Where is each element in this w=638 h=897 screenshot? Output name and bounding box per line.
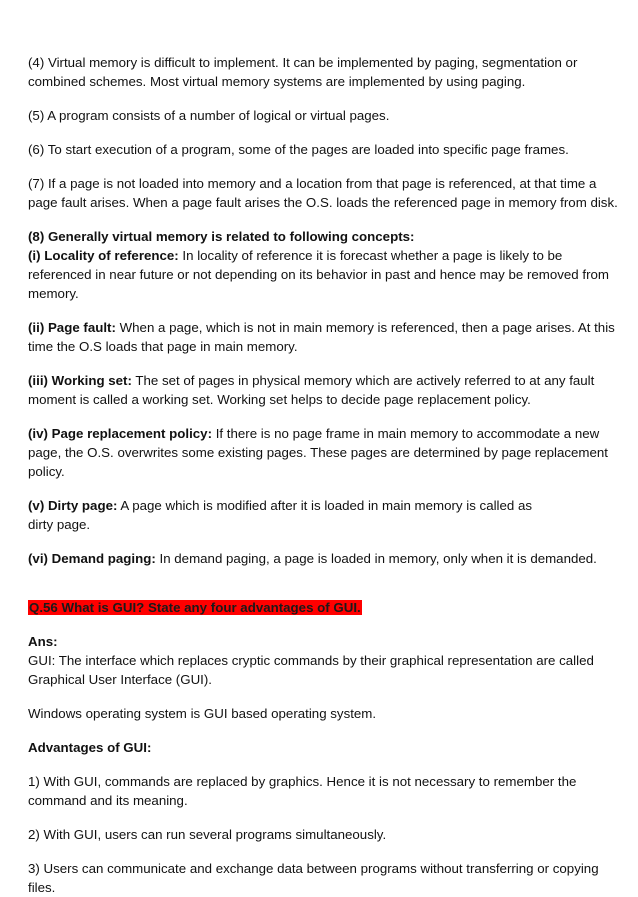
concept-text: In demand paging, a page is loaded in memory, only when it is demanded.: [155, 551, 597, 566]
concepts-heading: (8) Generally virtual memory is related to following concepts:: [28, 229, 415, 244]
question-label: Q.56 What is GUI? State any four advantages of GUI.: [29, 600, 361, 615]
concept-text: If there is no page frame in main memory to accommodate a new page, the O.S. overwrites some existing pages. These pages are determined by page replacement policy.: [28, 426, 608, 479]
concept-demand-paging: [28, 549, 620, 568]
concept-term: (v) Dirty page:: [28, 498, 118, 513]
document-page: [28, 53, 620, 897]
concept-text: A page which is modified after it is loaded in main memory is called as: [117, 498, 533, 513]
concept-text-continued: dirty page.: [28, 517, 91, 532]
advantage-1: 1) With GUI, commands are replaced by graphics. Hence it is not necessary to remember the command and its meaning.: [28, 774, 577, 808]
concept-term: (vi) Demand paging:: [28, 551, 156, 566]
concept-text: In locality of reference it is forecast whether a page is likely to be referenced in near future or not depending on its behavior in past and hence may be removed from memory.: [28, 248, 609, 301]
concept-text: The set of pages in physical memory which are actively referred to at any fault moment is called a working set. Working set helps to decide page replacement policy.: [28, 373, 595, 407]
question-line: [28, 598, 620, 617]
concept-page-replacement: [28, 424, 620, 481]
concept-text: When a page, which is not in main memory is referenced, then a page arises. At this time the O.S loads that page in main memory.: [28, 320, 615, 354]
concept-working-set: [28, 371, 620, 409]
advantage-3: 3) Users can communicate and exchange data between programs without transferring or copying files.: [28, 861, 599, 895]
windows-note: Windows operating system is GUI based operating system.: [28, 706, 377, 721]
point-4: (4) Virtual memory is difficult to implement. It can be implemented by paging, segmentation or combined schemes. Most virtual memory systems are implemented by using paging.: [28, 55, 578, 89]
point-5: (5) A program consists of a number of logical or virtual pages.: [28, 108, 390, 123]
point-6: (6) To start execution of a program, some of the pages are loaded into specific page frames.: [28, 142, 569, 157]
concept-term: (iv) Page replacement policy:: [28, 426, 213, 441]
concept-term: (ii) Page fault:: [28, 320, 116, 335]
advantage-2: 2) With GUI, users can run several programs simultaneously.: [28, 827, 387, 842]
point-7: (7) If a page is not loaded into memory and a location from that page is referenced, at that time a page fault arises. When a page fault arises the O.S. loads the referenced page in memory from disk.: [28, 176, 618, 210]
concept-locality: [28, 246, 620, 303]
answer-text: GUI: The interface which replaces cryptic commands by their graphical representation are called Graphical User Interface (GUI).: [28, 653, 594, 687]
concept-page-fault: [28, 318, 620, 356]
concept-term: (i) Locality of reference:: [28, 248, 179, 263]
concept-dirty-page: [28, 496, 620, 534]
answer-label: Ans:: [28, 634, 58, 649]
advantages-heading: Advantages of GUI:: [28, 740, 152, 755]
concept-term: (iii) Working set:: [28, 373, 132, 388]
